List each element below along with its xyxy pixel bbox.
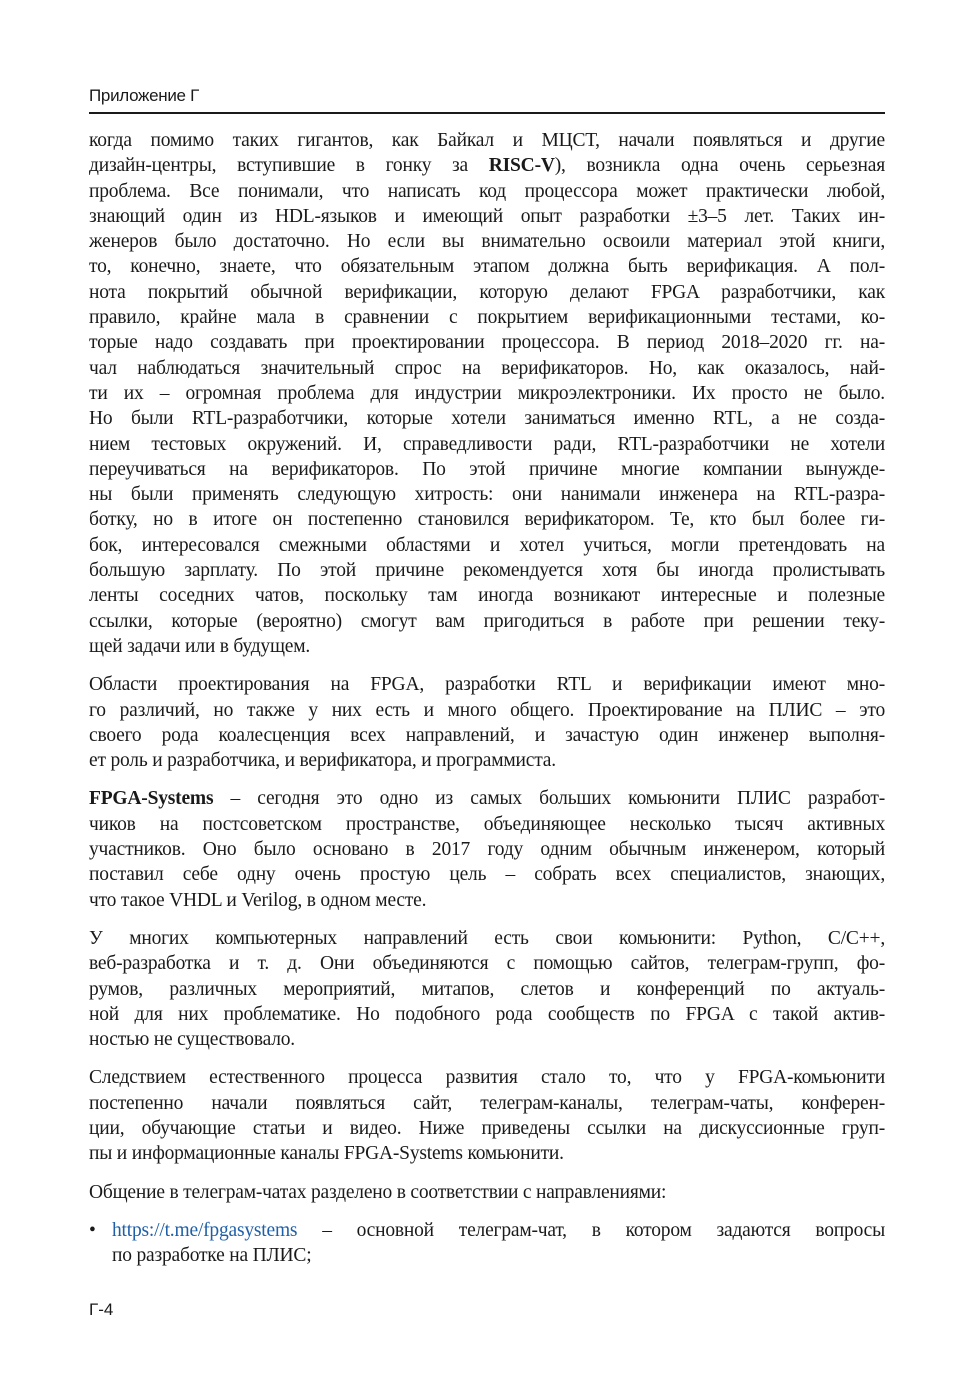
text-line: ны были применять следующую хитрость: они нанимали инженера на RTL-разра-	[89, 484, 885, 506]
running-header: Приложение Г	[89, 86, 200, 105]
text-line: знающий один из HDL-языков и имеющий опыт разработки ±3–5 лет. Таких ин-	[89, 205, 885, 227]
text-line: нием тестовых окружений. И, справедливости ради, RTL-разработчики не хотели	[89, 433, 885, 455]
paragraph-3	[89, 786, 885, 912]
text-line: постепенно начали появляться сайт, телеграм-каналы, телеграм-чаты, конферен-	[89, 1092, 885, 1114]
text-line: большую зарплату. По этой причине рекомендуется хотя бы иногда пролистывать	[89, 560, 885, 582]
paragraph-1	[89, 128, 885, 659]
text-line: У многих компьютерных направлений есть свои комьюнити: Python, C/C++,	[89, 927, 885, 949]
text-span: ), возникла одна очень серьезная	[554, 155, 885, 177]
page-number: Г-4	[89, 1300, 114, 1319]
paragraph-2	[89, 672, 885, 773]
page-body	[89, 128, 885, 1268]
bullet-icon: •	[89, 1219, 96, 1241]
text-line: ботку, но в итоге он постепенно становился верификатором. Те, кто был более ги-	[89, 509, 885, 531]
text-line	[89, 153, 885, 178]
text-line: Общение в телеграм-чатах разделено в соответствии с направлениями:	[89, 1181, 667, 1203]
text-line: румов, различных мероприятий, митапов, слетов и конференций по актуаль-	[89, 978, 885, 1000]
text-line: чиков на постсоветском пространстве, объединяющее несколько тысяч активных	[89, 813, 885, 835]
text-line: Области проектирования на FPGA, разработки RTL и верификации имеют мно-	[89, 674, 885, 696]
text-line: ностью не существовало.	[89, 1029, 295, 1051]
list-item	[89, 1218, 885, 1269]
text-line	[89, 786, 885, 811]
text-line: го различий, но также у них есть и много общего. Проектирование на ПЛИС – это	[89, 699, 885, 721]
text-line: то, конечно, знаете, что обязательным этапом должна быть верификация. А пол-	[89, 256, 885, 278]
text-line: участников. Оно было основано в 2017 году одним обычным инженером, который	[89, 839, 885, 861]
text-line: щей задачи или в будущем.	[89, 635, 311, 657]
text-line: веб-разработка и т. д. Они объединяются с помощью сайтов, телеграм-групп, фо-	[89, 953, 885, 975]
text-line: женеров было достаточно. Но если вы внимательно освоили материал этой книги,	[89, 231, 885, 253]
text-line: ции, обучающие статьи и видео. Ниже приведены ссылки на дискуссионные груп-	[89, 1117, 885, 1139]
text-line: правило, крайне мала в сравнении с покрытием верификационными тестами, ко-	[89, 307, 885, 329]
text-line: когда помимо таких гигантов, как Байкал и МЦСТ, начали появляться и другие	[89, 130, 885, 151]
text-line: по разработке на ПЛИС;	[112, 1245, 312, 1267]
telegram-link[interactable]: https://t.me/fpgasystems	[112, 1219, 298, 1241]
paragraph-5	[89, 1065, 885, 1166]
text-line: Но были RTL-разработчики, которые хотели заниматься именно RTL, а не созда-	[89, 408, 885, 430]
text-line: проблема. Все понимали, что написать код процессора может практически любой,	[89, 180, 885, 202]
text-line: бок, интересовался смежными областями и хотел учиться, могли претендовать на	[89, 534, 885, 556]
text-line: своего рода коалесценция всех направлений, и зачастую один инженер выполня-	[89, 724, 885, 746]
text-line: нота покрытий обычной верификации, которую делают FPGA разработчики, как	[89, 281, 885, 303]
text-line: поставил себе одну очень простую цель – собрать всех специалистов, знающих,	[89, 864, 885, 886]
text-span: дизайн-центры, вступившие в гонку за	[89, 155, 489, 177]
paragraph-6	[89, 1180, 885, 1205]
paragraph-4	[89, 926, 885, 1052]
header-rule	[89, 112, 885, 114]
text-line: ти их – огромная проблема для индустрии микроэлектроники. Их просто не было.	[89, 382, 885, 404]
text-line: ссылки, которые (вероятно) смогут вам пригодиться в работе при решении теку-	[89, 610, 885, 632]
text-line: торые надо создавать при проектировании процессора. В период 2018–2020 гг. на-	[89, 332, 885, 354]
text-line: чал наблюдаться значительный спрос на верификаторов. Но, как оказалось, най-	[89, 357, 885, 379]
text-line	[112, 1218, 885, 1243]
risc-v-bold: RISC-V	[488, 155, 555, 177]
text-line: пы и информационные каналы FPGA-Systems комьюнити.	[89, 1143, 564, 1165]
text-line: ленты соседних чатов, поскольку там иногда возникают интересные и полезные	[89, 585, 885, 607]
text-line: переучиваться на верификаторов. По этой причине многие компании вынужде-	[89, 458, 885, 480]
text-line: что такое VHDL и Verilog, в одном месте.	[89, 889, 427, 911]
text-line: ет роль и разработчика, и верификатора, и программиста.	[89, 750, 556, 772]
text-span: – сегодня это одно из самых больших комьюнити ПЛИС разработ-	[213, 788, 885, 810]
text-line: ной для них проблематике. Но подобного рода сообществ по FPGA с такой актив-	[89, 1003, 885, 1025]
text-line: Следствием естественного процесса развития стало то, что у FPGA-комьюнити	[89, 1067, 885, 1089]
text-span: – основной телеграм-чат, в котором задаются вопросы	[297, 1219, 885, 1241]
fpga-systems-bold: FPGA-Systems	[89, 788, 214, 810]
